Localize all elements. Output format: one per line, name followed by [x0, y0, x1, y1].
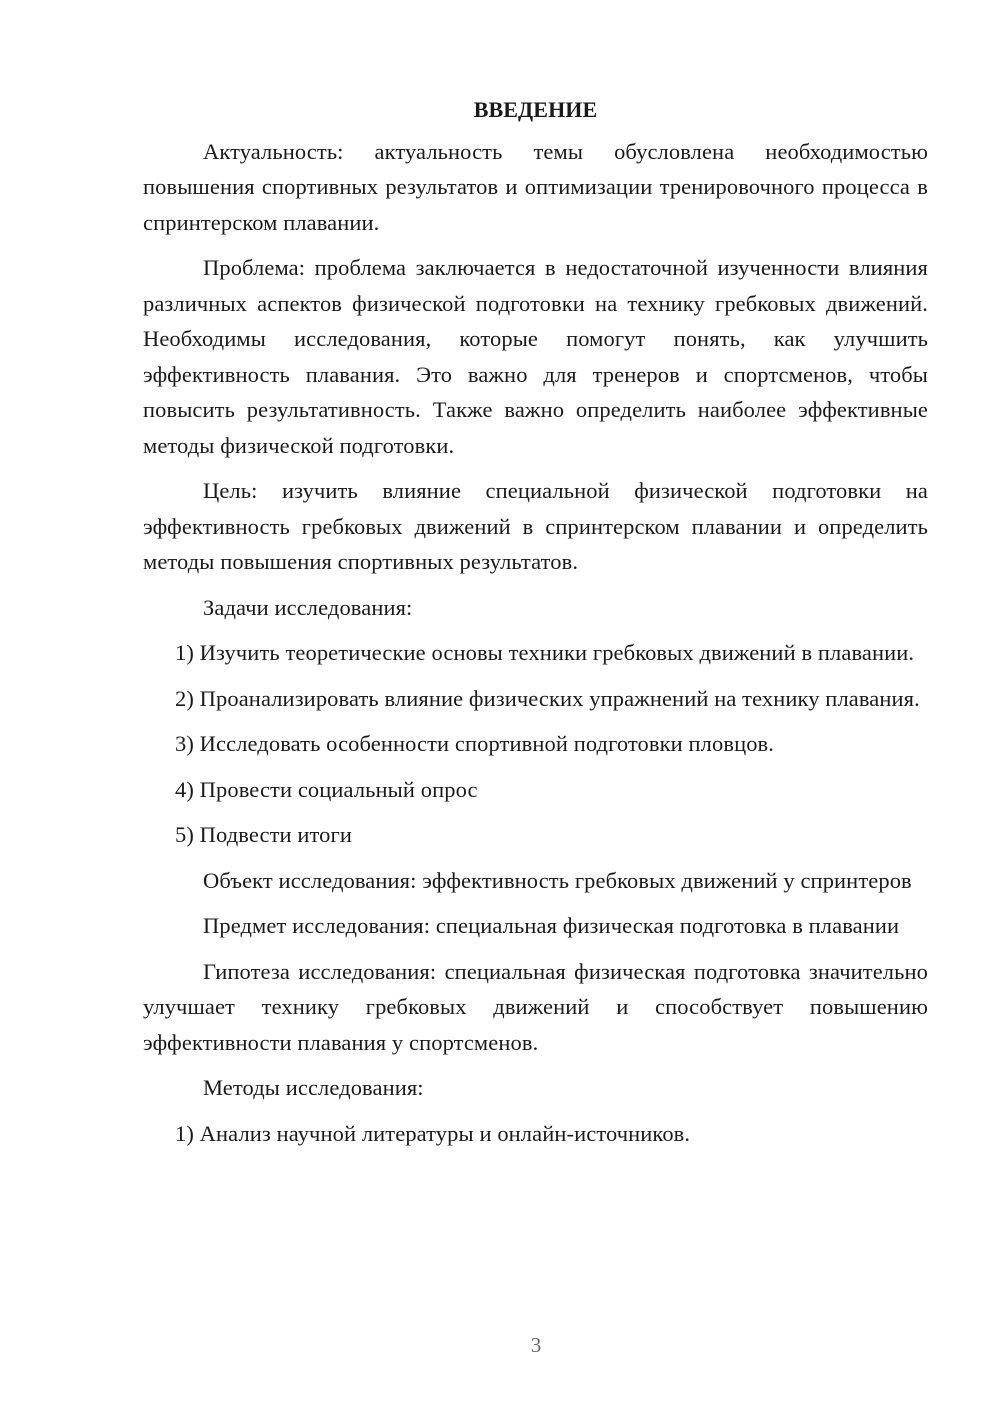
goal-paragraph: Цель: изучить влияние специальной физической подготовки на эффективность гребковых движений в спринтерском плавании и определить методы повышения спортивных результатов.: [143, 478, 928, 574]
relevance-paragraph: Актуальность: актуальность темы обусловлена необходимостью повышения спортивных результатов и оптимизации тренировочного процесса в спринтерском плавании.: [143, 138, 928, 235]
task-item: 1) Изучить теоретические основы техники гребковых движений в плавании.: [175, 640, 915, 665]
task-item: 3) Исследовать особенности спортивной подготовки пловцов.: [175, 731, 775, 756]
page-content: [143, 92, 928, 1161]
task-item: 2) Проанализировать влияние физических упражнений на технику плавания.: [175, 685, 920, 711]
methods-title: Методы исследования:: [203, 1075, 424, 1100]
task-item: 5) Подвести итоги: [175, 822, 352, 847]
section-heading: ВВЕДЕНИЕ: [473, 97, 598, 122]
problem-paragraph: Проблема: проблема заключается в недостаточной изученности влияния различных аспектов физической подготовки на технику гребковых движений. Необходимы исследования, которые помогут понять, как улучшить эффективность плавания. Это важно для тренеров и спортсменов, чтобы повысить результативность. Также важно определить наиболее эффективные методы физической подготовки.: [143, 255, 928, 458]
hypothesis-paragraph: Гипотеза исследования: специальная физическая подготовка значительно улучшает технику гребковых движений и способствует повышению эффективности плавания у спортсменов.: [143, 958, 928, 1055]
object-paragraph: Объект исследования: эффективность гребковых движений у спринтеров: [203, 867, 912, 893]
task-item: 4) Провести социальный опрос: [175, 776, 478, 802]
tasks-title: Задачи исследования:: [203, 594, 413, 620]
subject-paragraph: Предмет исследования: специальная физическая подготовка в плавании: [203, 913, 900, 938]
page-number: 3: [530, 1333, 542, 1357]
method-item: 1) Анализ научной литературы и онлайн-источников.: [175, 1120, 691, 1146]
